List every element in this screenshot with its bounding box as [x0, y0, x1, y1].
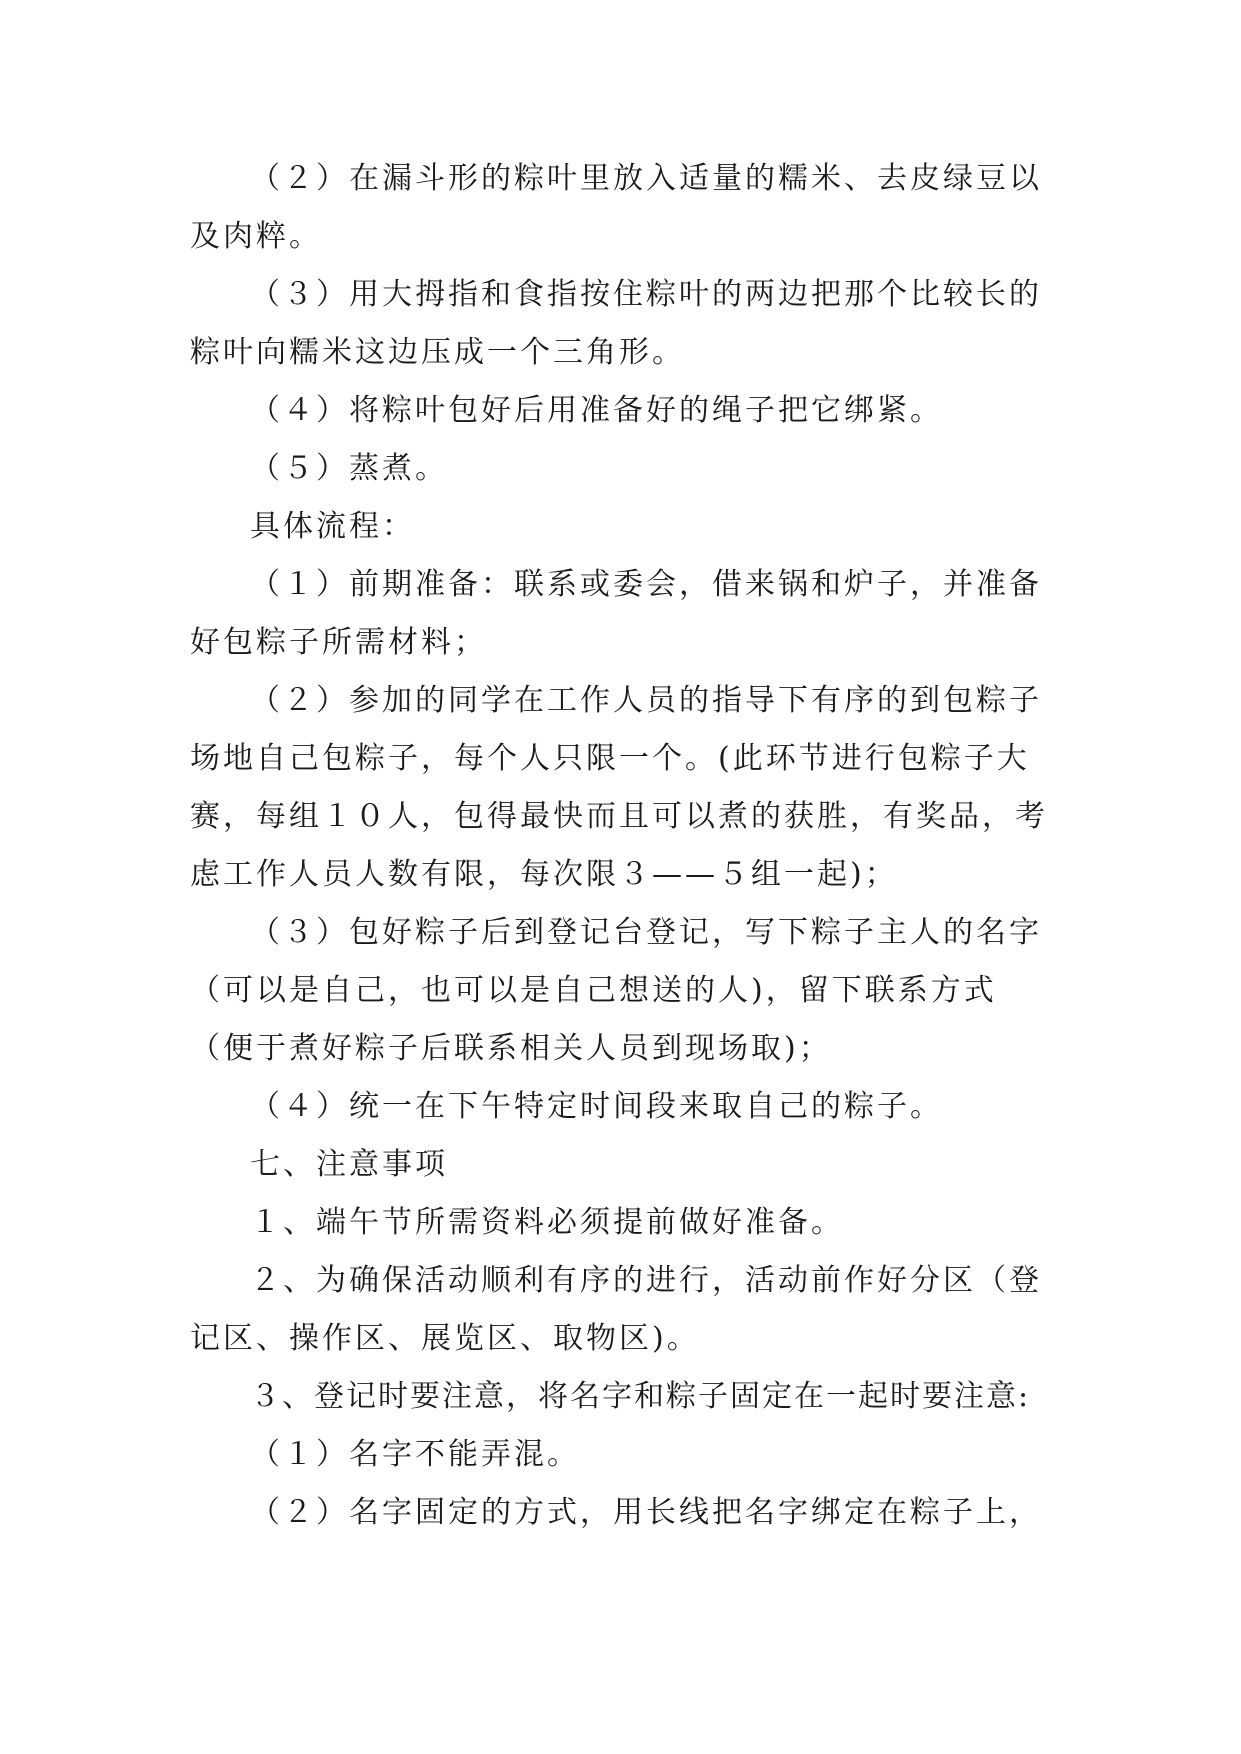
paragraph-process-heading: 具体流程：: [250, 509, 415, 544]
section-heading-notes: 七、注意事项: [250, 1147, 448, 1182]
paragraph-step-5: （５）蒸煮。: [250, 451, 448, 486]
paragraph-note-3-sub-2: （２）名字固定的方式，用长线把名字绑定在粽子上，: [250, 1495, 1042, 1530]
paragraph-note-3: ３、登记时要注意，将名字和粽子固定在一起时要注意:: [250, 1379, 1031, 1414]
paragraph-note-2: ２、为确保活动顺利有序的进行，活动前作好分区（登记区、操作区、展览区、取物区)。: [190, 1263, 1042, 1356]
paragraph-process-2: （２）参加的同学在工作人员的指导下有序的到包粽子场地自己包粽子，每个人只限一个。(此环节进行包粽子大赛，每组１０人，包得最快而且可以煮的获胜，有奖品，考虑工作人员人数有限，每次限３——５组一起)；: [190, 683, 1048, 892]
paragraph-process-3: （３）包好粽子后到登记台登记，写下粽子主人的名字（可以是自己，也可以是自己想送的人)，留下联系方式（便于煮好粽子后联系相关人员到现场取)；: [190, 915, 1042, 1066]
paragraph-note-3-sub-1: （１）名字不能弄混。: [250, 1437, 580, 1472]
paragraph-step-3: （３）用大拇指和食指按住粽叶的两边把那个比较长的粽叶向糯米这边压成一个三角形。: [190, 277, 1042, 370]
document-body: [190, 150, 1060, 1542]
paragraph-step-2: （２）在漏斗形的粽叶里放入适量的糯米、去皮绿豆以及肉粹。: [190, 161, 1042, 254]
paragraph-step-4: （４）将粽叶包好后用准备好的绳子把它绑紧。: [250, 393, 943, 428]
paragraph-process-1: （１）前期准备：联系或委会，借来锅和炉子，并准备好包粽子所需材料；: [190, 567, 1042, 660]
paragraph-note-1: １、端午节所需资料必须提前做好准备。: [250, 1205, 844, 1240]
paragraph-process-4: （４）统一在下午特定时间段来取自己的粽子。: [250, 1089, 943, 1124]
